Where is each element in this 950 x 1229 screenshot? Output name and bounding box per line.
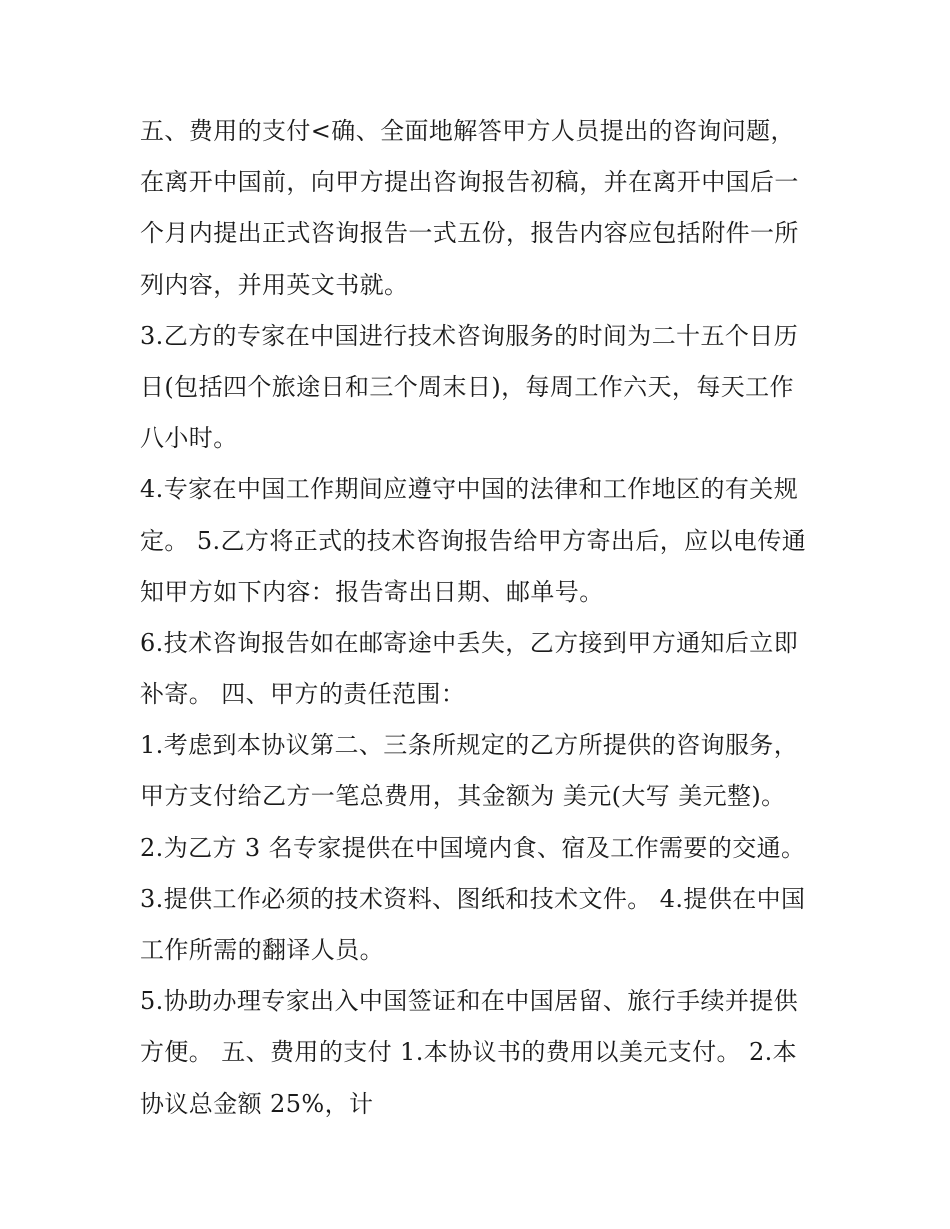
text-line-6: 日(包括四个旅途日和三个周末日)，每周工作六天，每天工作 [140, 372, 794, 401]
text-line-4: 列内容，并用英文书就。 [140, 270, 409, 299]
text-line-11: 6.技术咨询报告如在邮寄途中丢失，乙方接到甲方通知后立即 [140, 628, 799, 657]
text-line-9: 定。 5.乙方将正式的技术咨询报告给甲方寄出后，应以电传通 [140, 526, 807, 555]
text-line-12: 补寄。 四、甲方的责任范围： [140, 680, 466, 709]
text-line-16: 3.提供工作必须的技术资料、图纸和技术文件。 4.提供在中国 [140, 884, 806, 913]
text-line-15: 2.为乙方 3 名专家提供在中国境内食、宿及工作需要的交通。 [140, 833, 806, 862]
document-body [140, 106, 830, 1130]
text-line-2: 在离开中国前，向甲方提出咨询报告初稿，并在离开中国后一 [140, 168, 799, 197]
text-line-1: 五、费用的支付<确、全面地解答甲方人员提出的咨询问题， [140, 117, 795, 145]
text-line-20: 协议总金额 25%，计 [140, 1089, 374, 1118]
text-line-19: 方便。 五、费用的支付 1.本协议书的费用以美元支付。 2.本 [140, 1038, 798, 1067]
text-line-7: 八小时。 [140, 424, 238, 453]
text-line-8: 4.专家在中国工作期间应遵守中国的法律和工作地区的有关规 [140, 475, 799, 504]
text-line-5: 3.乙方的专家在中国进行技术咨询服务的时间为二十五个日历 [140, 321, 799, 350]
text-line-13: 1.考虑到本协议第二、三条所规定的乙方所提供的咨询服务， [140, 731, 799, 760]
text-line-17: 工作所需的翻译人员。 [140, 936, 384, 964]
text-line-3: 个月内提出正式咨询报告一式五份，报告内容应包括附件一所 [140, 219, 799, 248]
text-line-10: 知甲方如下内容：报告寄出日期、邮单号。 [140, 577, 604, 606]
text-line-18: 5.协助办理专家出入中国签证和在中国居留、旅行手续并提供 [140, 987, 799, 1016]
text-line-14: 甲方支付给乙方一笔总费用，其金额为 美元(大写 美元整)。 [140, 782, 786, 811]
